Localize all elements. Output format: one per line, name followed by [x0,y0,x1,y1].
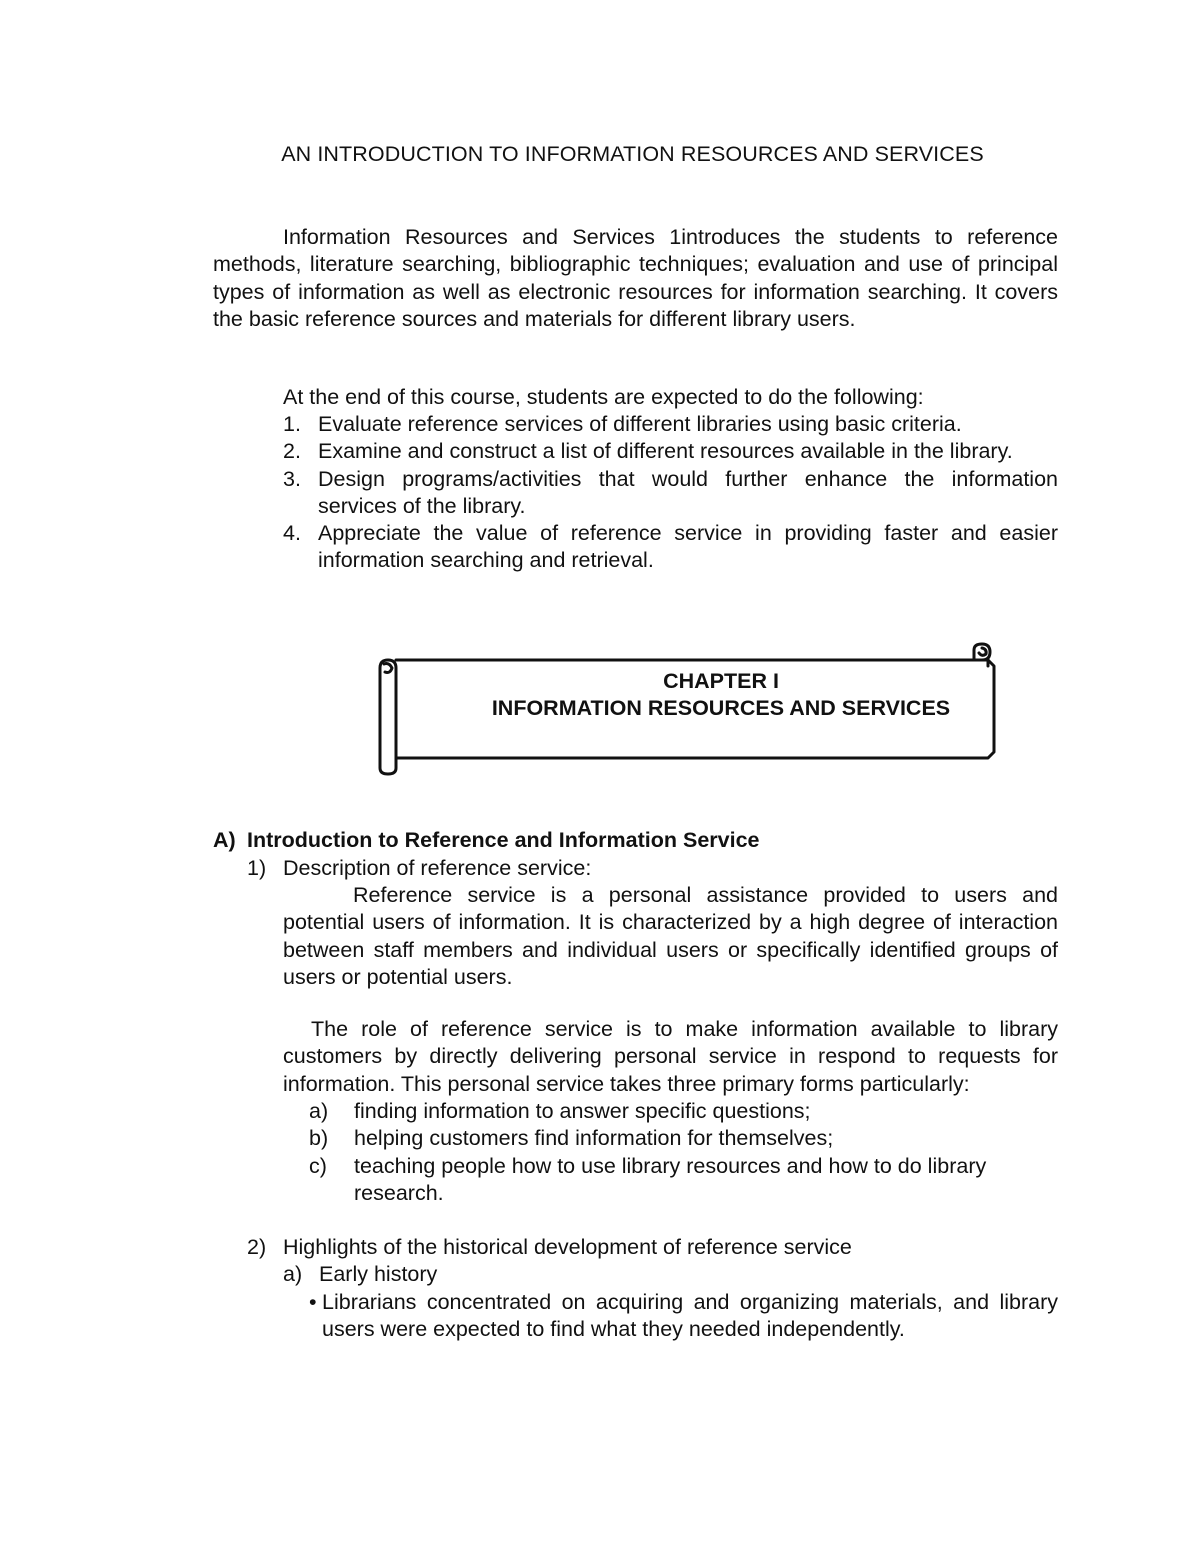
document-title: AN INTRODUCTION TO INFORMATION RESOURCES AND SERVICES [281,142,984,166]
bullet-icon: • [309,1290,317,1314]
list-item-text: Design programs/activities that would further enhance the information services of the library. [318,466,1058,518]
list-item-text: finding information to answer specific questions; [354,1099,811,1123]
chapter-scroll-banner [376,640,1004,780]
list-item [283,520,1058,575]
section-heading [213,827,760,854]
intro-paragraph: Information Resources and Services 1introduces the students to reference methods, literature searching, bibliographic techniques; evaluation and use of principal types of information as well as electronic resources for information searching. It covers the basic reference sources and materials for different library users. [213,225,1058,331]
list-item-label: c) [309,1153,327,1178]
forms-list [283,1098,1058,1207]
list-item [283,466,1058,521]
subsection-heading [247,1234,852,1261]
description-paragraph: Reference service is a personal assistance provided to users and potential users of information. It is characterized by a high degree of interaction between staff members and individual users or specifically identified groups of users or potential users. [283,883,1058,989]
subsection-label: 1) [247,856,267,880]
objectives-list [283,411,1058,575]
objectives-intro: At the end of this course, students are expected to do the following: [283,385,924,409]
role-paragraph: The role of reference service is to make information available to library customers by directly delivering personal service in respond to requests for information. This personal service takes three primary forms particularly: [283,1017,1058,1096]
subsection-heading [247,855,591,882]
list-item-text: Evaluate reference services of different libraries using basic criteria. [318,412,962,436]
list-item-label: b) [309,1126,329,1151]
list-item-number: 2. [283,439,301,464]
list-item [283,438,1058,465]
list-item-number: 1. [283,412,301,436]
sub-subsection-label: a) [283,1262,303,1286]
subsection-title: Highlights of the historical development of reference service [283,1235,852,1259]
chapter-heading [426,668,1016,722]
list-item [283,1125,1058,1152]
list-item [283,1153,1058,1208]
bullet-text: Librarians concentrated on acquiring and organizing materials, and library users were expected to find what they needed independently. [322,1290,1058,1342]
chapter-number: CHAPTER I [663,669,779,693]
sub-subsection-title: Early history [319,1262,438,1286]
section-label: A) [213,828,236,852]
list-item-number: 3. [283,466,301,491]
list-item-text: teaching people how to use library resources and how to do library research. [354,1153,987,1205]
subsection-title: Description of reference service: [283,856,592,880]
section-title: Introduction to Reference and Information Service [247,828,760,852]
list-item-label: a) [309,1099,329,1123]
list-item-number: 4. [283,521,301,546]
chapter-title: INFORMATION RESOURCES AND SERVICES [491,696,951,720]
subsection-label: 2) [247,1235,267,1259]
list-item-text: Examine and construct a list of different resources available in the library. [318,439,1013,464]
bullet-item [309,1289,1058,1344]
list-item [283,411,1058,438]
list-item [283,1098,1058,1125]
sub-subsection-heading [283,1261,437,1288]
list-item-text: helping customers find information for themselves; [354,1126,834,1151]
list-item-text: Appreciate the value of reference service in providing faster and easier information searching and retrieval. [318,521,1058,573]
